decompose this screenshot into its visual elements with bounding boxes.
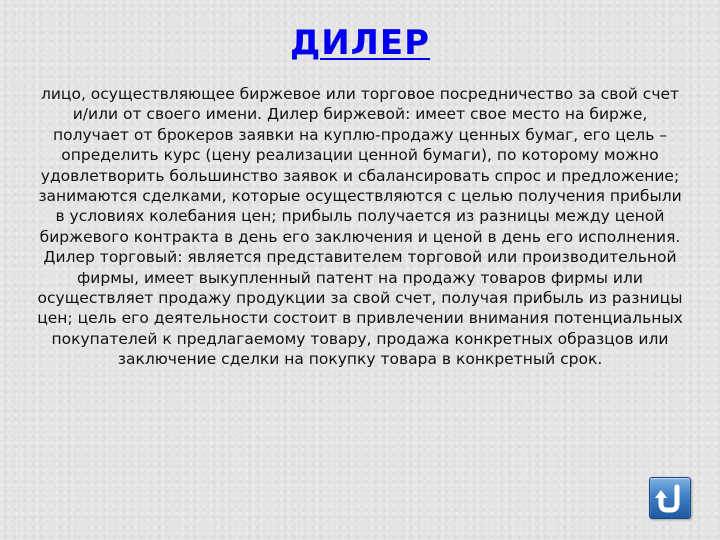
slide-title [0, 20, 720, 66]
return-arrow-icon [650, 478, 690, 518]
title-link[interactable]: ДИЛЕР [289, 23, 431, 63]
definition-text: лицо, осуществляющее биржевое или торговое посредничество за свой счет и/или от своего имени. Дилер биржевой: имеет свое место на бирже, получает от брокеров заявки на куплю-продажу ценных бумаг, его цель – определить курс (цену реализации ценной бумаги), по которому можно удовлетворить большинство заявок и сбалансировать спрос и предложение; занимаются сделками, которые осуществляются с целью получения прибыли в условиях колебания цен; прибыль получается из разницы между ценой биржевого контракта в день его заключения и ценой в день его исполнения. Дилер торговый: является представителем торговой или производительной фирмы, имеет выкупленный патент на продажу товаров фирмы или осуществляет продажу продукции за свой счет, получая прибыль из разницы цен; цель его деятельности состоит в привлечении внимания потенциальных покупателей к предлагаемому товару, продажа конкретных образцов или заключение сделки на покупку товара в конкретный срок. [37, 85, 683, 369]
return-button[interactable] [649, 477, 691, 519]
